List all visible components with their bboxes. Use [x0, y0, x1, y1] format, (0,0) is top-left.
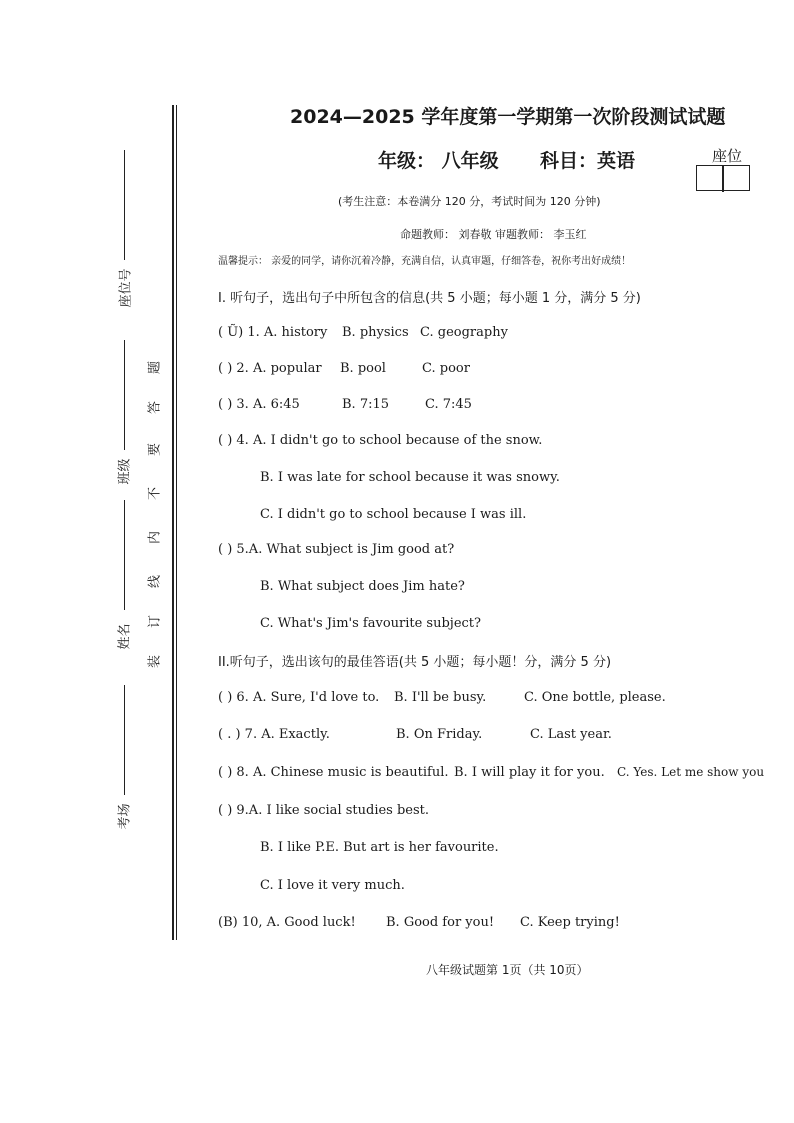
q1-option-a: ( Ũ) 1. A. history: [218, 325, 328, 340]
seal-char: 题: [147, 361, 163, 375]
warm-tip: 温馨提示： 亲爱的同学，请你沉着冷静，充满自信，认真审题，仔细答卷，祝你考出好成绩！: [218, 256, 632, 267]
q6-option-c: C. One bottle, please.: [524, 690, 666, 705]
class-label: 班级: [117, 458, 133, 485]
q3-option-b: B. 7:15: [342, 397, 390, 412]
binding-line-outer: [172, 105, 174, 940]
q2-option-b: B. pool: [340, 361, 386, 376]
q10-option-b: B. Good for you!: [386, 915, 495, 930]
seal-char: 装: [147, 655, 163, 669]
q4-option-a: ( ) 4. A. I didn't go to school because of the snow.: [218, 433, 543, 448]
exam-room-blank[interactable]: [124, 685, 125, 795]
q1-option-c: C. geography: [420, 325, 508, 340]
grade-label: 年级： 八年级: [378, 150, 499, 172]
q6-option-a: ( ) 6. A. Sure, I'd love to.: [218, 690, 380, 705]
q8-option-a: ( ) 8. A. Chinese music is beautiful.: [218, 765, 449, 780]
seal-char: 要: [147, 443, 163, 457]
seal-char: 订: [147, 615, 163, 629]
q3-option-c: C. 7:45: [425, 397, 472, 412]
q2-option-c: C. poor: [422, 361, 470, 376]
teachers-line: 命题教师： 刘春敬 审题教师： 李玉红: [400, 228, 587, 241]
seal-char: 线: [147, 575, 163, 589]
q9-option-a: ( ) 9.A. I like social studies best.: [218, 803, 430, 818]
name-blank[interactable]: [124, 500, 125, 610]
seal-char: 不: [147, 487, 163, 501]
subject-label: 科目：英语: [540, 150, 636, 172]
q10-option-a: (B) 10, A. Good luck!: [218, 915, 356, 930]
q6-option-b: B. I'll be busy.: [394, 690, 487, 705]
exam-title: 2024—2025 学年度第一学期第一次阶段测试试题: [290, 106, 726, 128]
seal-char: 答: [147, 401, 163, 415]
seat-label: 座位: [712, 147, 743, 165]
q7-option-b: B. On Friday.: [396, 727, 483, 742]
section1-heading: I. 听句子，选出句子中所包含的信息(共 5 小题；每小题 1 分，满分 5 分): [218, 291, 641, 306]
q3-option-a: ( ) 3. A. 6:45: [218, 397, 300, 412]
exam-notice: (考生注意：本卷满分 120 分，考试时间为 120 分钟): [338, 195, 601, 208]
q5-option-b: B. What subject does Jim hate?: [260, 579, 465, 594]
q5-option-a: ( ) 5.A. What subject is Jim good at?: [218, 542, 455, 557]
q8-option-c: C. Yes. Let me show you: [617, 765, 765, 779]
seal-char: 内: [147, 531, 163, 545]
q10-option-c: C. Keep trying!: [520, 915, 620, 930]
q7-option-c: C. Last year.: [530, 727, 612, 742]
class-blank[interactable]: [124, 340, 125, 450]
page-footer: 八年级试题第 1页（共 10页）: [426, 963, 589, 977]
q1-option-b: B. physics: [342, 325, 409, 340]
q5-option-c: C. What's Jim's favourite subject?: [260, 616, 481, 631]
q8-option-b: B. I will play it for you.: [454, 765, 605, 780]
binding-line-inner: [176, 105, 177, 940]
q4-option-b: B. I was late for school because it was snowy.: [260, 470, 560, 485]
seat-box-divider: [722, 165, 724, 192]
q9-option-c: C. I love it very much.: [260, 878, 405, 893]
seat-no-label: 座位号: [118, 268, 134, 308]
name-label: 姓名: [117, 623, 133, 650]
section2-heading: II.听句子，选出该句的最佳答语(共 5 小题；每小题！分，满分 5 分): [218, 655, 612, 670]
q7-option-a: ( . ) 7. A. Exactly.: [218, 727, 330, 742]
seat-no-blank[interactable]: [124, 150, 125, 260]
q2-option-a: ( ) 2. A. popular: [218, 361, 322, 376]
exam-room-label: 考场: [117, 803, 133, 830]
q9-option-b: B. I like P.E. But art is her favourite.: [260, 840, 499, 855]
q4-option-c: C. I didn't go to school because I was ill.: [260, 507, 527, 522]
